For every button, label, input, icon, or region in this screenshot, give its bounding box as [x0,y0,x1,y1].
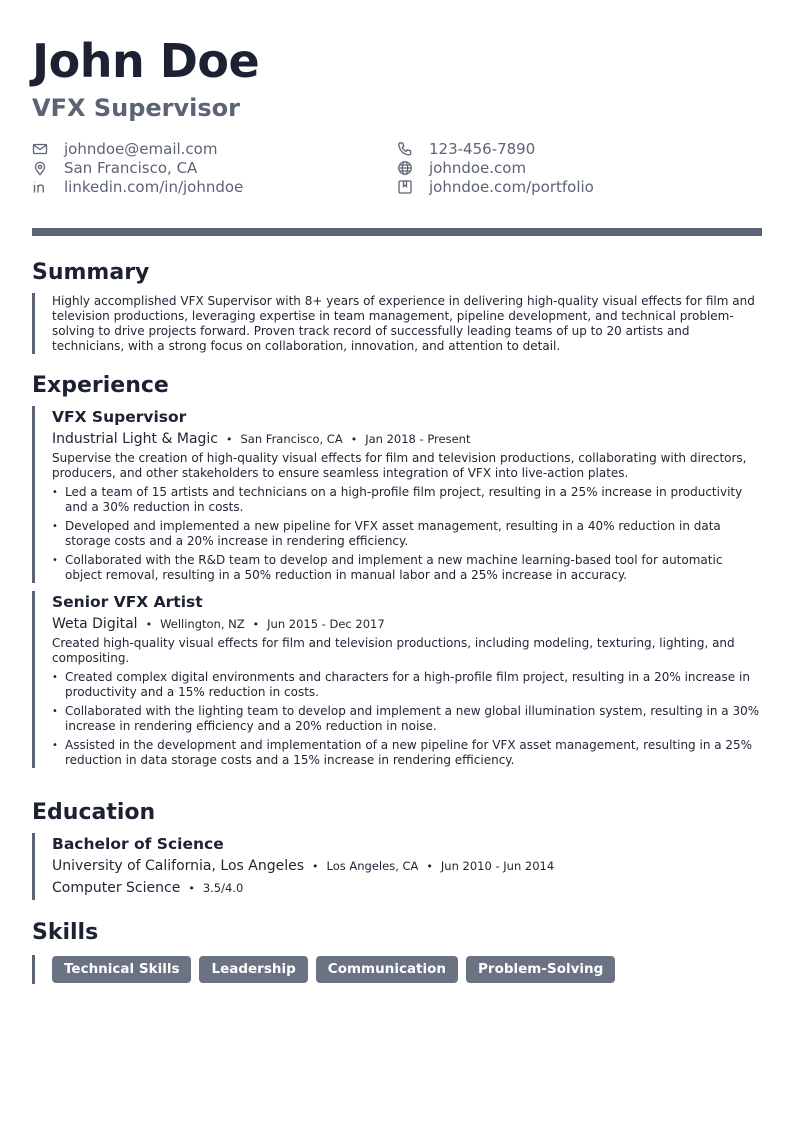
education-details [52,879,762,898]
contact-linkedin[interactable] [32,177,243,196]
summary-section [32,260,762,354]
job-title: VFX Supervisor [52,408,187,426]
mail-icon [32,141,48,157]
education-heading: Education [32,800,156,825]
job-company: Industrial Light & Magic [52,431,218,447]
phone-icon [397,141,413,157]
list-item: • Created complex digital environments and characters for a high-profile film project, resulting in a 20% increase in productivity and a 15% reduction in costs. [52,670,762,700]
school-location: Los Angeles, CA [326,859,419,873]
phone-text: 123-456-7890 [429,139,536,158]
skills-section [32,920,762,984]
job-description: Created high-quality visual effects for film and television productions, including modeling, texturing, lighting, and compositing. [52,636,735,665]
job-location: Wellington, NZ [160,617,245,631]
separator-dot: • [145,618,153,631]
job-dates: Jan 2018 - Present [365,432,471,446]
job-title: Senior VFX Artist [52,593,203,611]
separator-dot: • [426,860,433,873]
experience-section [32,373,762,772]
contact-website[interactable] [397,158,526,177]
education-section [32,800,762,900]
location-text: San Francisco, CA [64,158,198,177]
linkedin-icon [32,179,48,195]
skill-chip: Technical Skills [52,956,191,983]
job-location: San Francisco, CA [240,432,343,446]
gpa: 3.5/4.0 [202,881,244,895]
job-entry [32,591,762,768]
major: Computer Science [52,880,181,896]
candidate-name: John Doe [32,34,260,88]
separator-dot: • [188,882,195,895]
email-text: johndoe@email.com [64,139,218,158]
degree: Bachelor of Science [52,835,224,853]
skills-list [52,956,762,983]
summary-block [32,293,762,354]
contact-portfolio[interactable] [397,177,594,196]
contact-email[interactable] [32,139,217,158]
summary-text: Highly accomplished VFX Supervisor with 8+ years of experience in delivering high-quality visual effects for film and television productions, leveraging expertise in team management, pipeline development, and technical problem-solving to drive projects forward. Proven track record of successfully leading teams of up to 20 artists and technicians, with a strong focus on collaboration, innovation, and attention to detail. [52,294,755,353]
portfolio-icon [397,179,413,195]
header-divider [32,228,762,236]
map-pin-icon [32,160,48,176]
job-entry [32,406,762,583]
separator-dot: • [226,433,233,446]
skills-block [32,955,762,984]
separator-dot: • [312,860,319,873]
job-meta [52,430,762,449]
linkedin-text: linkedin.com/in/johndoe [64,177,244,196]
list-item: • Collaborated with the lighting team to develop and implement a new global illumination system, resulting in a 30% increase in rendering efficiency and a 20% reduction in noise. [52,704,762,734]
list-item: • Collaborated with the R&D team to develop and implement a new machine learning-based tool for automatic object removal, resulting in a 50% reduction in manual labor and a 25% increase in accuracy. [52,553,762,583]
contact-location [32,158,197,177]
globe-icon [397,160,413,176]
summary-heading: Summary [32,260,150,285]
job-bullets [52,670,762,768]
skill-chip: Problem-Solving [466,956,615,983]
separator-dot: • [252,618,260,631]
job-description: Supervise the creation of high-quality visual effects for film and television productions, collaborating with directors, producers, and other stakeholders to ensure seamless integration of VFX into live-action plates. [52,451,747,480]
school-name: University of California, Los Angeles [52,858,305,874]
skill-chip: Communication [316,956,458,983]
skill-chip: Leadership [199,956,307,983]
job-company: Weta Digital [52,616,138,632]
list-item: • Assisted in the development and implementation of a new pipeline for VFX asset management, resulting in a 25% reduction in data storage costs and a 15% increase in rendering efficiency. [52,738,762,768]
list-item: • Developed and implemented a new pipeline for VFX asset management, resulting in a 40% reduction in data storage costs and a 20% increase in rendering efficiency. [52,519,762,549]
experience-heading: Experience [32,373,169,398]
skills-heading: Skills [32,920,99,945]
education-meta [52,857,762,876]
contact-phone[interactable] [397,139,535,158]
education-entry [32,833,762,900]
candidate-title: VFX Supervisor [32,94,240,122]
list-item: • Led a team of 15 artists and technicians on a high-profile film project, resulting in a 25% increase in productivity and a 30% reduction in costs. [52,485,762,515]
education-dates: Jun 2010 - Jun 2014 [440,859,555,873]
job-dates: Jun 2015 - Dec 2017 [267,617,385,631]
portfolio-text: johndoe.com/portfolio [429,177,594,196]
separator-dot: • [350,433,358,446]
job-bullets [52,485,762,583]
website-text: johndoe.com [429,158,527,177]
job-meta [52,615,762,634]
